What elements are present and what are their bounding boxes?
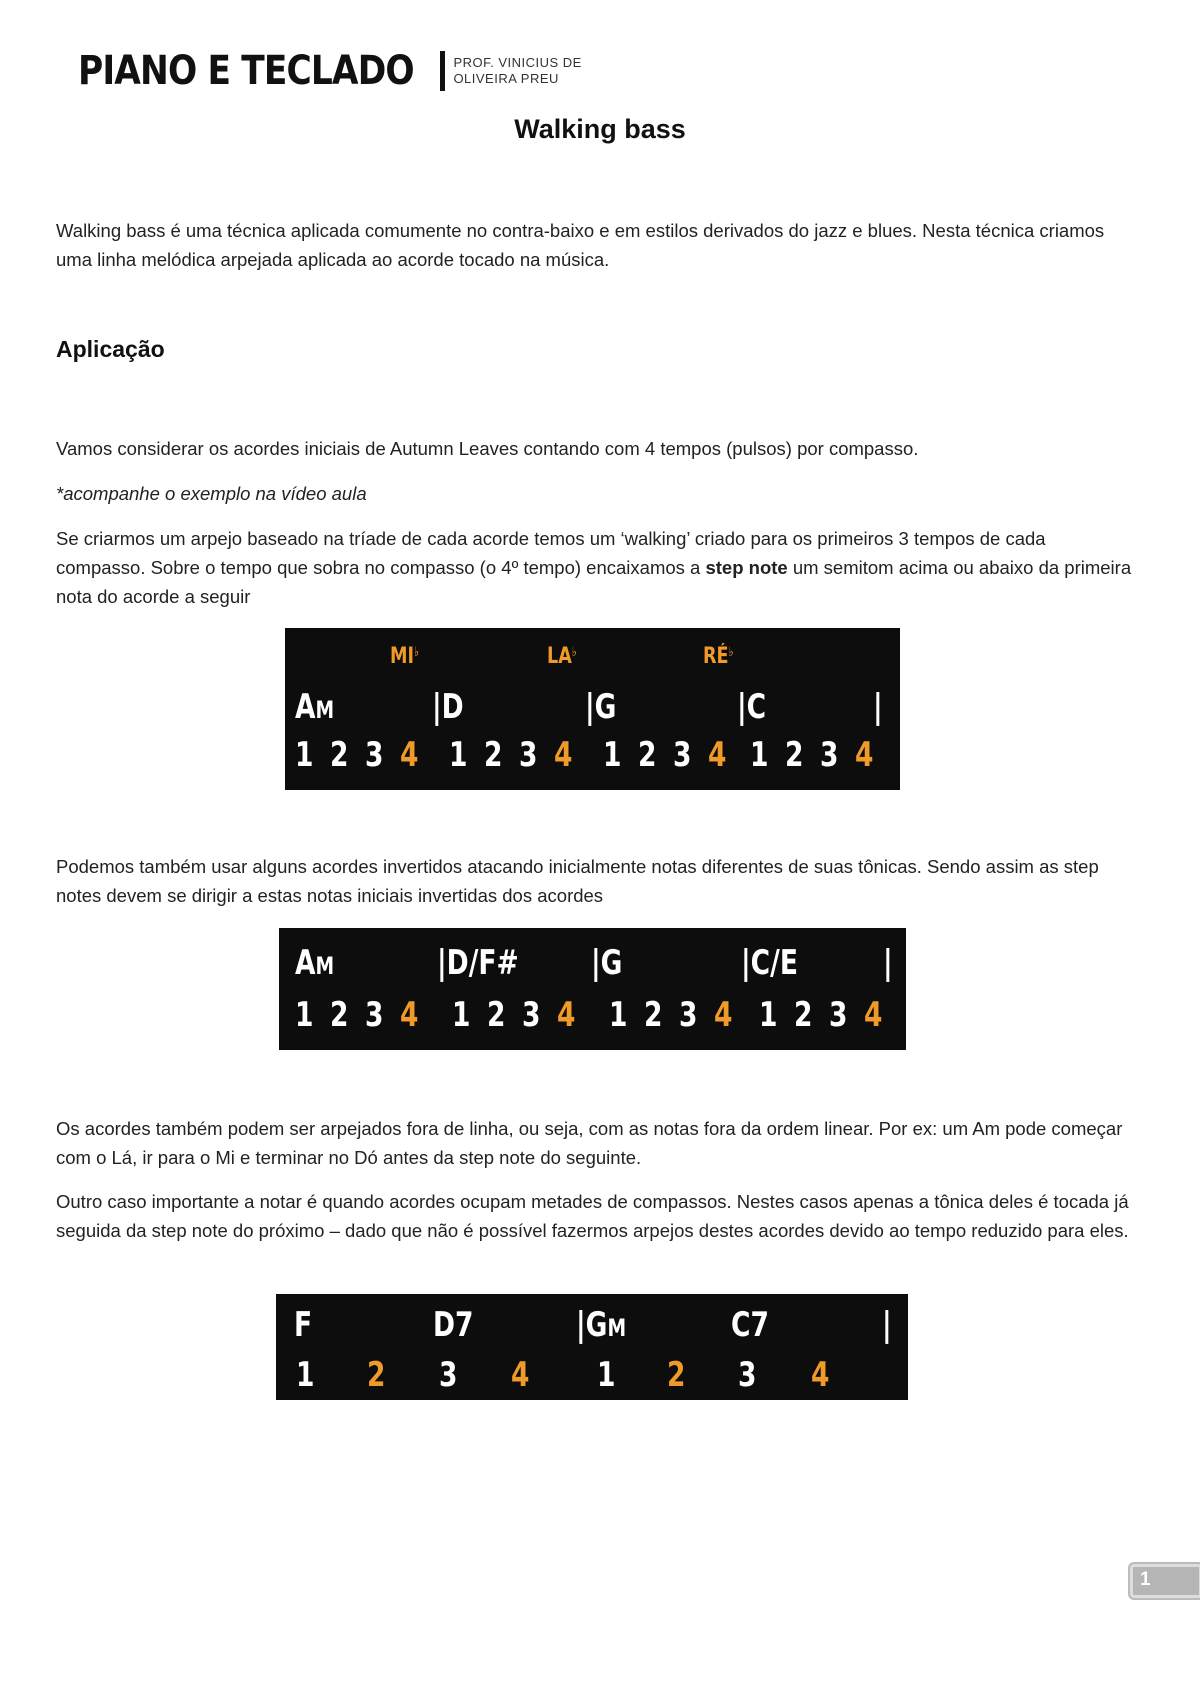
chord-label: C7: [731, 1305, 769, 1345]
chord-label: |GM: [576, 1305, 627, 1345]
document-header: [78, 48, 582, 94]
chord-label: AM: [295, 943, 335, 983]
beat-number: 1: [449, 735, 468, 775]
beat-number: 2: [484, 735, 503, 775]
beat-number: 3: [439, 1355, 458, 1395]
beat-number: 1: [597, 1355, 616, 1395]
beat-number-step: 4: [708, 735, 727, 775]
beat-number: 2: [785, 735, 804, 775]
beat-number: 1: [295, 995, 314, 1035]
beat-number: 2: [644, 995, 663, 1035]
barline: |: [873, 687, 883, 727]
p3-text-2: um semitom acima ou abaixo da primeira nota do acorde a seguir: [56, 557, 1132, 607]
chord-diagram-2: [279, 928, 906, 1050]
chord-label: |D: [432, 687, 464, 727]
beat-number: 2: [487, 995, 506, 1035]
beat-number-step: 4: [400, 735, 419, 775]
step-note-label: RÉ♭: [703, 644, 734, 669]
chord-label: F: [294, 1305, 313, 1345]
beat-number-step: 4: [864, 995, 883, 1035]
beat-number-step: 2: [667, 1355, 686, 1395]
beat-number: 1: [759, 995, 778, 1035]
chord-diagram-1: [285, 628, 900, 790]
barline: |: [882, 1305, 892, 1345]
beat-number: 2: [330, 995, 349, 1035]
page-title: Walking bass: [514, 114, 686, 144]
beat-number: 3: [679, 995, 698, 1035]
p3-text-1: Se criarmos um arpejo baseado na tríade de cada acorde temos um ‘walking’ criado para os primeiros 3 tempos de cada compasso. Sobre o tempo que sobra no compasso (o 4º tempo) encaixamos a: [56, 528, 1046, 578]
beat-number-step: 4: [714, 995, 733, 1035]
chord-label: |G: [585, 687, 617, 727]
beat-number: 3: [365, 735, 384, 775]
beat-number: 1: [452, 995, 471, 1035]
chord-label: D7: [433, 1305, 474, 1345]
paragraph-inversions: Podemos também usar alguns acordes invertidos atacando inicialmente notas diferentes de suas tônicas. Sendo assim as step notes devem se dirigir a estas notas iniciais invertidas dos acordes: [56, 856, 1099, 906]
step-note-label: MI♭: [390, 644, 419, 669]
chord-label: AM: [295, 687, 335, 727]
intro-paragraph: Walking bass é uma técnica aplicada comumente no contra-baixo e em estilos derivados do jazz e blues. Nesta técnica criamos uma linha melódica arpejada aplicada ao acorde tocado na música.: [56, 220, 1105, 270]
chord-label: |C: [737, 687, 767, 727]
page-number: 1: [1140, 1569, 1151, 1590]
p3-bold: step note: [705, 557, 788, 578]
paragraph-half-bars: Outro caso importante a notar é quando acordes ocupam metades de compassos. Nestes casos apenas a tônica deles é tocada já seguida da step note do próximo – dado que não é possível fazermos arpejos destes acordes devido ao tempo reduzido para eles.: [56, 1191, 1129, 1241]
author-credit: [453, 55, 581, 87]
beat-number: 3: [673, 735, 692, 775]
beat-number: 3: [820, 735, 839, 775]
beat-number: 2: [794, 995, 813, 1035]
header-divider: [440, 51, 445, 91]
paragraph-autumn-leaves: Vamos considerar os acordes iniciais de Autumn Leaves contando com 4 tempos (pulsos) por compasso.: [56, 438, 919, 459]
beat-number: 2: [330, 735, 349, 775]
barline: |: [883, 943, 893, 983]
beat-number: 1: [609, 995, 628, 1035]
beat-number: 2: [638, 735, 657, 775]
paragraph-step-note: [56, 524, 1136, 611]
beat-number: 3: [829, 995, 848, 1035]
video-note: *acompanhe o exemplo na vídeo aula: [56, 483, 367, 504]
chord-label: |D/F#: [437, 943, 519, 983]
section-heading: Aplicação: [56, 336, 165, 362]
beat-number: 1: [603, 735, 622, 775]
beat-number: 1: [295, 735, 314, 775]
chord-label: |C/E: [741, 943, 798, 983]
beat-number-step: 4: [557, 995, 576, 1035]
beat-number: 1: [750, 735, 769, 775]
beat-number-step: 4: [554, 735, 573, 775]
beat-number-step: 4: [400, 995, 419, 1035]
beat-number: 3: [365, 995, 384, 1035]
beat-number: 1: [296, 1355, 315, 1395]
beat-number-step: 4: [511, 1355, 530, 1395]
step-note-label: LA♭: [547, 644, 577, 669]
author-line-1: PROF. VINICIUS DE: [453, 55, 582, 70]
beat-number-step: 2: [367, 1355, 386, 1395]
paragraph-out-of-line: Os acordes também podem ser arpejados fora de linha, ou seja, com as notas fora da ordem linear. Por ex: um Am pode começar com o Lá, ir para o Mi e terminar no Dó antes da step note do seguinte.: [56, 1118, 1123, 1168]
chord-label: |G: [591, 943, 623, 983]
beat-number: 3: [519, 735, 538, 775]
beat-number: 3: [522, 995, 541, 1035]
beat-number: 3: [738, 1355, 757, 1395]
brand-logo: PIANO E TECLADO: [78, 48, 414, 94]
beat-number-step: 4: [811, 1355, 830, 1395]
chord-diagram-3: [276, 1294, 908, 1400]
beat-number-step: 4: [855, 735, 874, 775]
page-number-badge: [1128, 1562, 1200, 1600]
author-line-2: OLIVEIRA PREU: [453, 71, 559, 86]
